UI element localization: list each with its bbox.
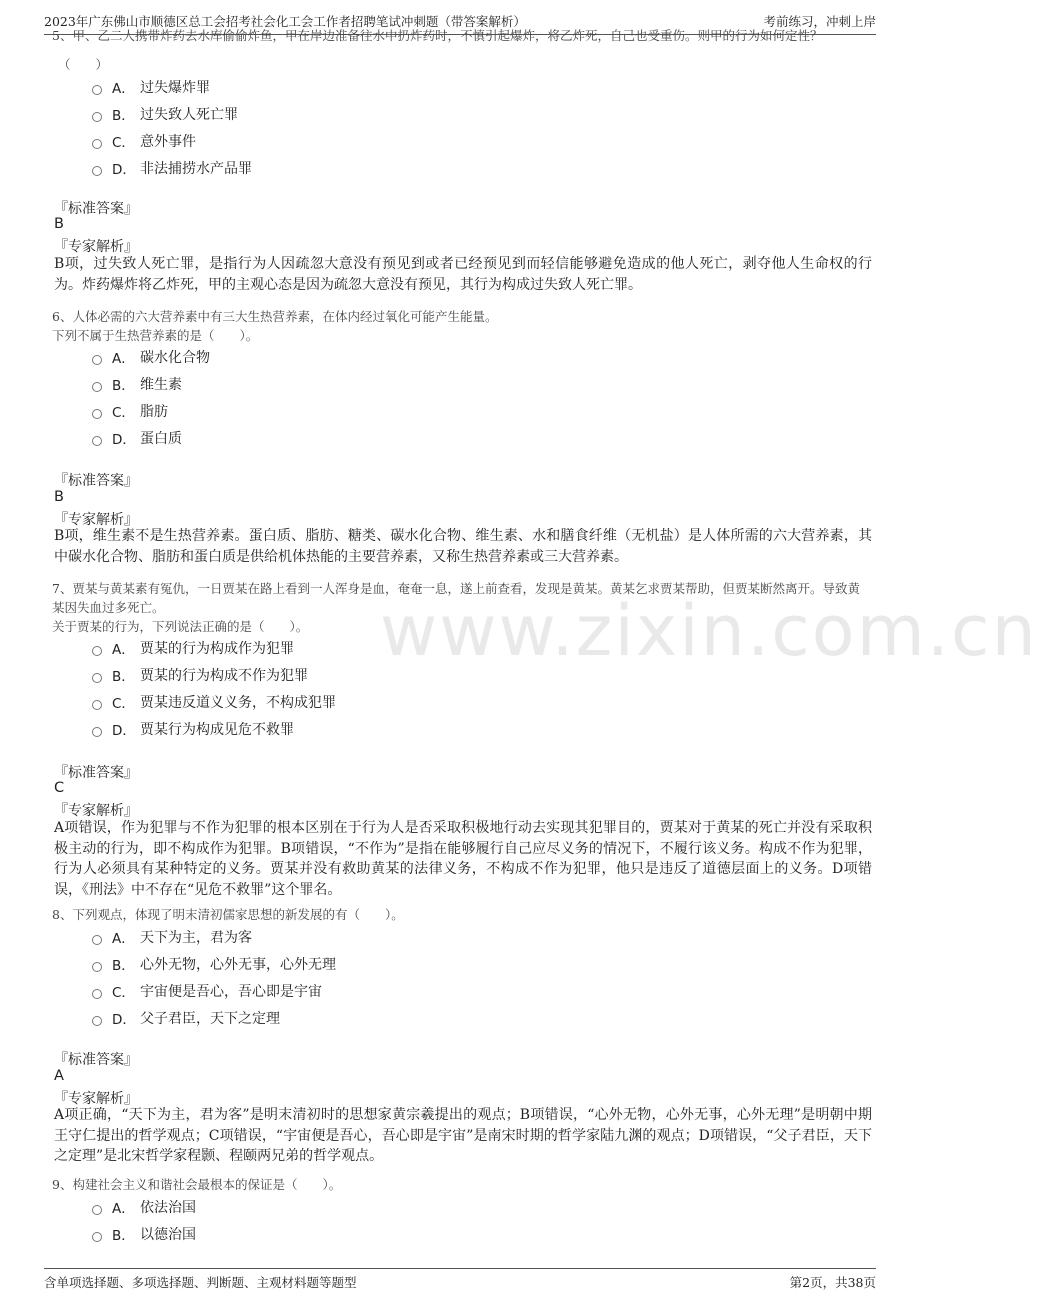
radio-icon[interactable]: [92, 1205, 102, 1215]
answer-label: 『标准答案』: [54, 201, 138, 217]
radio-icon[interactable]: [92, 139, 102, 149]
analysis-label: 『专家解析』: [54, 512, 138, 528]
q8-option-b[interactable]: B． 心外无物，心外无事，心外无理: [92, 953, 336, 975]
page-footer: [44, 1268, 876, 1293]
answer-label: 『标准答案』: [54, 473, 138, 489]
document-title: 2023年广东佛山市顺德区总工会招考社会化工会工作者招聘笔试冲刺题（带答案解析）: [44, 14, 526, 29]
analysis-label: 『专家解析』: [54, 239, 138, 255]
q8-option-d[interactable]: D． 父子君臣，天下之定理: [92, 1007, 280, 1029]
question-5-stem: 5、甲、乙二人携带炸药去水库偷偷炸鱼，甲在岸边准备往水中扔炸药时，不慎引起爆炸，将乙炸死，自己也受重伤。则甲的行为如何定性？: [52, 28, 823, 43]
radio-icon[interactable]: [92, 166, 102, 176]
radio-icon[interactable]: [92, 409, 102, 419]
radio-icon[interactable]: [92, 700, 102, 710]
q5-option-b[interactable]: B． 过失致人死亡罪: [92, 103, 238, 125]
radio-icon[interactable]: [92, 989, 102, 999]
analysis-label: 『专家解析』: [54, 1091, 138, 1107]
radio-icon[interactable]: [92, 935, 102, 945]
question-7-prompt: 关于贾某的行为，下列说法正确的是（ ）。: [52, 619, 309, 634]
radio-icon[interactable]: [92, 85, 102, 95]
q9-option-b[interactable]: B． 以德治国: [92, 1223, 196, 1245]
q6-analysis: B项，维生素不是生热营养素。蛋白质、脂肪、糖类、碳水化合物、维生素、水和膳食纤维（无机盐）是人体所需的六大营养素，其中碳水化合物、脂肪和蛋白质是供给机体热能的主要营养素，又称生热营养素或三大营养素。: [54, 528, 872, 565]
q8-option-c[interactable]: C． 宇宙便是吾心，吾心即是宇宙: [92, 980, 322, 1002]
radio-icon[interactable]: [92, 355, 102, 365]
radio-icon[interactable]: [92, 962, 102, 972]
radio-icon[interactable]: [92, 1232, 102, 1242]
q7-option-c[interactable]: C． 贾某违反道义义务，不构成犯罪: [92, 691, 336, 713]
radio-icon[interactable]: [92, 382, 102, 392]
question-7-stem: 7、贾某与黄某素有冤仇，一日贾某在路上看到一人浑身是血，奄奄一息，遂上前查看，发现是黄某。黄某乞求贾某帮助，但贾某断然离开。导致黄某因失血过多死亡。: [52, 581, 860, 615]
q6-option-c[interactable]: C． 脂肪: [92, 400, 168, 422]
q6-answer: B: [54, 489, 64, 505]
radio-icon[interactable]: [92, 1016, 102, 1026]
answer-label: 『标准答案』: [54, 765, 138, 781]
q7-option-d[interactable]: D． 贾某行为构成见危不救罪: [92, 718, 294, 740]
q6-option-d[interactable]: D． 蛋白质: [92, 427, 182, 449]
question-8-stem: 8、下列观点，体现了明末清初儒家思想的新发展的有（ ）。: [52, 907, 404, 922]
q5-option-a[interactable]: A． 过失爆炸罪: [92, 76, 210, 98]
question-5-paren: （ ）: [58, 57, 109, 72]
q8-option-a[interactable]: A． 天下为主，君为客: [92, 926, 252, 948]
answer-label: 『标准答案』: [54, 1052, 138, 1068]
question-9-stem: 9、构建社会主义和谐社会最根本的保证是（ ）。: [52, 1177, 342, 1192]
q5-option-d[interactable]: D． 非法捕捞水产品罪: [92, 157, 252, 179]
q5-answer: B: [54, 216, 64, 232]
radio-icon[interactable]: [92, 673, 102, 683]
radio-icon[interactable]: [92, 436, 102, 446]
radio-icon[interactable]: [92, 646, 102, 656]
q6-option-a[interactable]: A． 碳水化合物: [92, 346, 210, 368]
question-6-prompt: 下列不属于生热营养素的是（ ）。: [52, 328, 259, 343]
page-number: 第2页，共38页: [789, 1275, 876, 1290]
q7-option-b[interactable]: B． 贾某的行为构成不作为犯罪: [92, 664, 308, 686]
q7-answer: C: [54, 780, 65, 796]
question-6-stem: 6、人体必需的六大营养素中有三大生热营养素，在体内经过氧化可能产生能量。: [52, 309, 498, 324]
q6-option-b[interactable]: B． 维生素: [92, 373, 182, 395]
q7-option-a[interactable]: A． 贾某的行为构成作为犯罪: [92, 637, 294, 659]
q5-option-c[interactable]: C． 意外事件: [92, 130, 196, 152]
header-slogan: 考前练习，冲刺上岸: [763, 14, 876, 29]
question-types: 含单项选择题、多项选择题、判断题、主观材料题等题型: [44, 1275, 357, 1290]
radio-icon[interactable]: [92, 727, 102, 737]
radio-icon[interactable]: [92, 112, 102, 122]
q5-analysis: B项，过失致人死亡罪，是指行为人因疏忽大意没有预见到或者已经预见到而轻信能够避免造成的他人死亡，剥夺他人生命权的行为。炸药爆炸将乙炸死，甲的主观心态是因为疏忽大意没有预见，其行为构成过失致人死亡罪。: [54, 256, 872, 293]
q8-analysis: A项正确，“天下为主，君为客”是明末清初时的思想家黄宗羲提出的观点；B项错误，“心外无物，心外无事，心外无理”是明朝中期王守仁提出的哲学观点；C项错误，“宇宙便是吾心，吾心即是宇宙”是南宋时期的哲学家陆九渊的观点；D项错误，“父子君臣，天下之定理”是北宋哲学家程颢、程颐两兄弟的哲学观点。: [54, 1107, 872, 1164]
q7-analysis: A项错误，作为犯罪与不作为犯罪的根本区别在于行为人是否采取积极地行动去实现其犯罪目的，贾某对于黄某的死亡并没有采取积极主动的行为，即不构成作为犯罪。B项错误，“不作为”是指在能够履行自己应尽义务的情况下，不履行该义务。构成不作为犯罪，行为人必须具有某种特定的义务。贾某并没有救助黄某的法律义务，不构成不作为犯罪，他只是违反了道德层面上的义务。D项错误，《刑法》中不存在“见危不救罪”这个罪名。: [54, 820, 872, 898]
watermark: www.zixin.com.cn: [380, 590, 1038, 672]
q8-answer: A: [54, 1068, 64, 1084]
q9-option-a[interactable]: A． 依法治国: [92, 1196, 196, 1218]
analysis-label: 『专家解析』: [54, 803, 138, 819]
